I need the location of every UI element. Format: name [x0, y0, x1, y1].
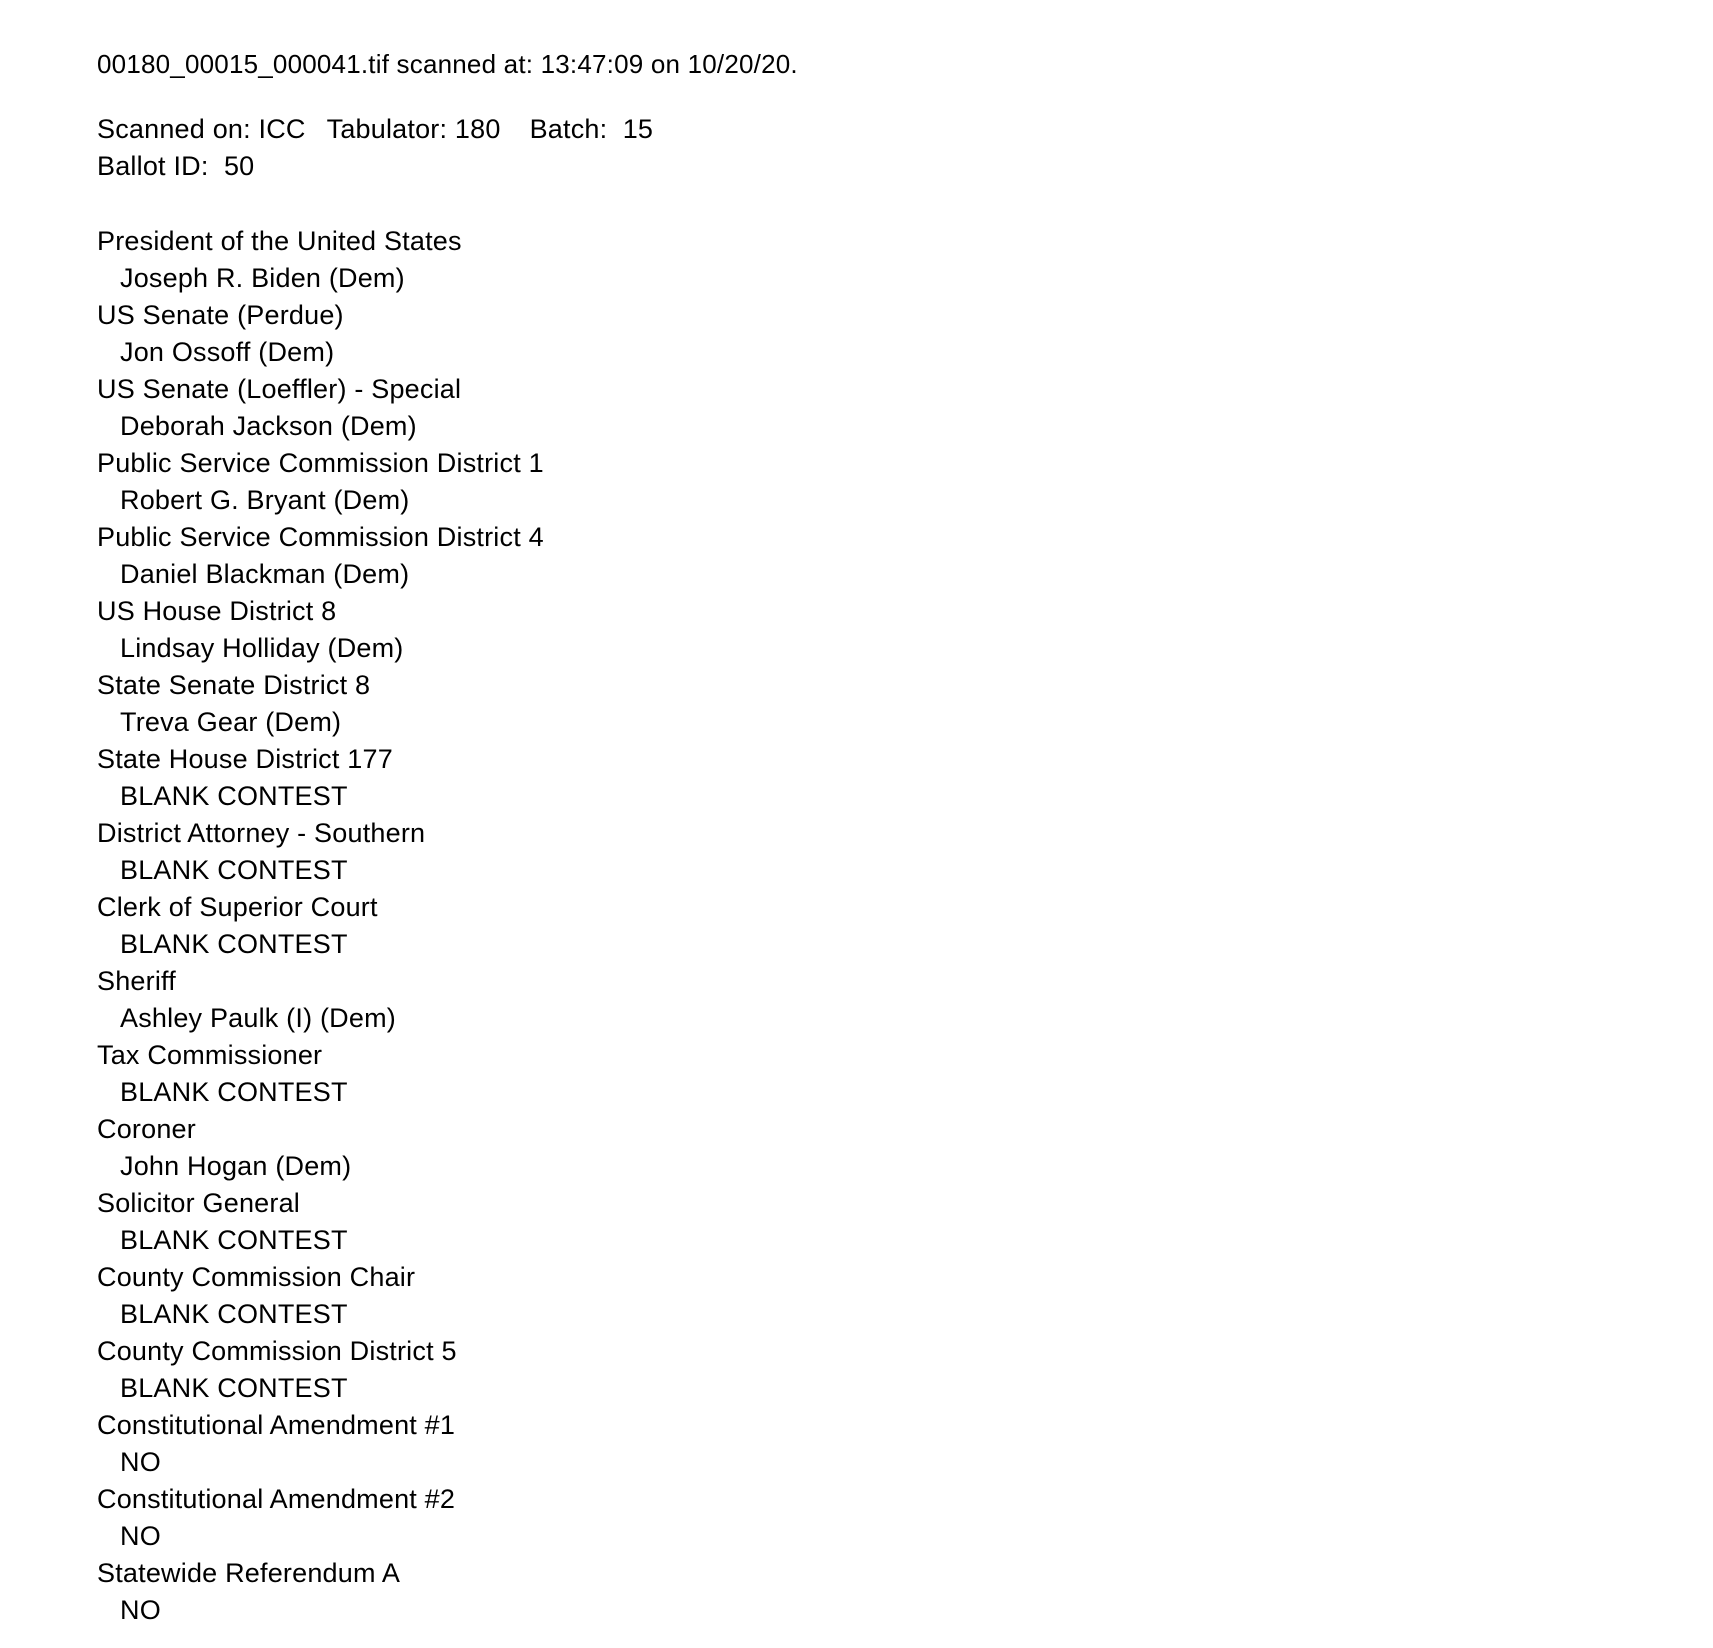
scan-meta-line — [97, 111, 1673, 148]
contest-block — [97, 741, 1673, 815]
contest-title: Coroner — [97, 1114, 196, 1144]
contest-title: Clerk of Superior Court — [97, 892, 378, 922]
contest-selection: Daniel Blackman (Dem) — [120, 559, 410, 589]
contest-title: State House District 177 — [97, 744, 393, 774]
contest-title: Public Service Commission District 4 — [97, 522, 544, 552]
scan-filename-line: 00180_00015_000041.tif scanned at: 13:47:09 on 10/20/20. — [97, 49, 798, 79]
contest-title: Statewide Referendum A — [97, 1558, 401, 1588]
contest-title: County Commission Chair — [97, 1262, 416, 1292]
contest-selection: Jon Ossoff (Dem) — [120, 337, 335, 367]
contest-selection: BLANK CONTEST — [120, 1299, 348, 1329]
contest-selection: Lindsay Holliday (Dem) — [120, 633, 404, 663]
tabulator-value: Tabulator: 180 — [326, 114, 501, 144]
contest-block — [97, 815, 1673, 889]
contest-title: Tax Commissioner — [97, 1040, 323, 1070]
contest-title: Sheriff — [97, 966, 176, 996]
contest-selection: Robert G. Bryant (Dem) — [120, 485, 410, 515]
contest-block — [97, 889, 1673, 963]
contest-selection: NO — [120, 1595, 161, 1625]
contest-title: Public Service Commission District 1 — [97, 448, 544, 478]
contest-selection: Treva Gear (Dem) — [120, 707, 342, 737]
contest-block — [97, 1555, 1673, 1629]
contest-block — [97, 223, 1673, 297]
contest-title: Constitutional Amendment #1 — [97, 1410, 456, 1440]
contest-title: US House District 8 — [97, 596, 337, 626]
contest-title: State Senate District 8 — [97, 670, 371, 700]
contest-block — [97, 667, 1673, 741]
contest-title: District Attorney - Southern — [97, 818, 426, 848]
contest-selection: John Hogan (Dem) — [120, 1151, 352, 1181]
contest-list — [97, 223, 1673, 1629]
contest-title: County Commission District 5 — [97, 1336, 457, 1366]
contest-block — [97, 593, 1673, 667]
contest-block — [97, 1407, 1673, 1481]
contest-block — [97, 963, 1673, 1037]
contest-block — [97, 371, 1673, 445]
contest-selection: BLANK CONTEST — [120, 1225, 348, 1255]
header-body-spacer — [97, 185, 1673, 223]
contest-title: US Senate (Perdue) — [97, 300, 344, 330]
contest-block — [97, 445, 1673, 519]
contest-selection: Ashley Paulk (I) (Dem) — [120, 1003, 396, 1033]
contest-title: US Senate (Loeffler) - Special — [97, 374, 462, 404]
contest-block — [97, 1037, 1673, 1111]
contest-selection: BLANK CONTEST — [120, 781, 348, 811]
contest-block — [97, 1185, 1673, 1259]
batch-value: Batch: 15 — [529, 114, 654, 144]
contest-selection: BLANK CONTEST — [120, 1373, 348, 1403]
scanned-on-value: Scanned on: ICC — [97, 114, 306, 144]
contest-selection: BLANK CONTEST — [120, 929, 348, 959]
contest-block — [97, 297, 1673, 371]
contest-block — [97, 1111, 1673, 1185]
contest-block — [97, 1259, 1673, 1333]
contest-block — [97, 519, 1673, 593]
contest-block — [97, 1481, 1673, 1555]
contest-selection: BLANK CONTEST — [120, 855, 348, 885]
contest-block — [97, 1333, 1673, 1407]
contest-selection: NO — [120, 1521, 161, 1551]
contest-selection: Joseph R. Biden (Dem) — [120, 263, 405, 293]
contest-title: Solicitor General — [97, 1188, 300, 1218]
contest-title: Constitutional Amendment #2 — [97, 1484, 456, 1514]
contest-selection: BLANK CONTEST — [120, 1077, 348, 1107]
ballot-id-line: Ballot ID: 50 — [97, 151, 255, 181]
contest-selection: Deborah Jackson (Dem) — [120, 411, 417, 441]
contest-title: President of the United States — [97, 226, 462, 256]
contest-selection: NO — [120, 1447, 161, 1477]
